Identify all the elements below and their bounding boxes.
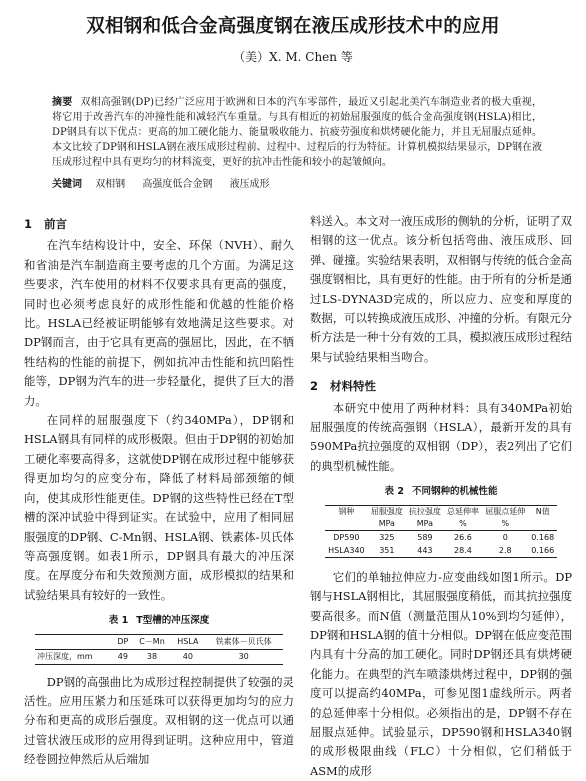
table-title: 不同钢种的机械性能 — [411, 486, 498, 498]
left-column — [24, 212, 294, 770]
keyword: 液压成形 — [229, 179, 270, 190]
body-paragraph: DP钢的高强曲比为成形过程控制提供了较强的灵活性。应用压紧力和压延珠可以获得更加均匀的应力分布和更高的成形后强度。双相钢的这一优点可以通过管状液压成形的应用得到证明。这种应用中，管道经卷圆拉伸然后从后端加 — [24, 674, 294, 767]
section-number: 2 — [310, 379, 319, 394]
section-number: 1 — [24, 217, 33, 231]
table-cell: 49 — [117, 651, 128, 661]
table-cell: 30 — [238, 651, 249, 661]
table-unit-cell: % — [444, 518, 482, 531]
data-table — [35, 634, 283, 665]
table-number: 表 1 — [108, 615, 129, 627]
table-cell: 0.168 — [531, 532, 555, 542]
table-unit-cell: MPa — [406, 518, 444, 531]
table-cell: 2.8 — [498, 545, 512, 555]
table-header-cell: 总延伸率 — [446, 506, 479, 516]
table-cell: 325 — [379, 532, 395, 542]
table-header-cell: HSLA — [171, 634, 204, 649]
table-header-cell: 抗拉强度 — [408, 506, 441, 516]
table-cell: 443 — [417, 545, 433, 555]
table-cell: DP590 — [333, 532, 360, 542]
section-heading — [24, 215, 294, 234]
table-unit-cell — [325, 518, 368, 531]
keyword: 高强度低合金钢 — [142, 179, 213, 190]
table-header-cell: 钢种 — [338, 506, 355, 516]
body-paragraph: 它们的单轴拉伸应力-应变曲线如图1所示。DP钢与HSLA钢相比，其屈服强度稍低，而其抗拉强度要高很多。而N值（测量范围从10%到均匀延伸），DP钢和HSLA钢的值十分相似。DP钢在低应变范围内具有十分高的加工硬化。同时DP钢还具有烘烤硬化能力。在典型的汽车喷漆烘烤过程中，DP钢的强度可以提高约40MPa，可参见图1虚线所示。两者的总延伸率十分相似。必须指出的是，DP钢不存在屈服点延伸。试验显示，DP590钢和HSLA340钢的成形极限曲线（FLC）十分相似，它们稍低于ASM的成形 — [310, 569, 572, 778]
table-header-cell: 铁素体－贝氏体 — [204, 634, 283, 649]
table-header-cell: N值 — [535, 506, 550, 516]
table-cell: 26.6 — [454, 532, 472, 542]
data-table — [325, 505, 557, 558]
paper-title: 双相钢和低合金高强度钢在液压成形技术中的应用 — [86, 16, 500, 37]
table-header-cell: 屈服点延伸 — [485, 506, 526, 516]
author-line: （美）X. M. Chen 等 — [233, 50, 353, 64]
table-header-cell: DP — [113, 634, 133, 649]
abstract-text: 双相高强钢(DP)已经广泛应用于欧洲和日本的汽车零部件，最近又引起北美汽车制造业者的极大重视，将它用于改善汽车的冲撞性能和减轻汽车重量。与具有相近的初始屈服强度的低合金高强度钢(HSLA)相比，DP钢具有以下优点：更高的加工硬化能力、能量吸收能力、抗疲劳强度和烘烤硬化能力，并且无屈服点延伸。本文比较了DP钢和HSLA钢在液压成形过程前、过程中、过程后的行为特征。计算机模拟结果显示，DP钢在液压成形过程中具有更均匀的材料流变，更好的抗冲击性能和较小的起皱倾向。 — [52, 97, 542, 168]
table-header-cell: C－Mn — [133, 634, 172, 649]
table-caption — [24, 611, 294, 630]
table-title: T型槽的冲压深度 — [136, 615, 210, 627]
section-title: 材料特性 — [330, 379, 377, 394]
table-row — [325, 544, 557, 558]
table-row-label: 冲压深度，mm — [37, 651, 93, 661]
table-cell: 0 — [502, 532, 508, 542]
right-column — [310, 212, 572, 781]
table-cell: 589 — [417, 532, 433, 542]
table-cell: 28.4 — [454, 545, 472, 555]
table-cell: HSLA340 — [328, 545, 365, 555]
table-number: 表 2 — [384, 486, 404, 498]
keywords-label: 关键词 — [52, 179, 82, 190]
table-cell: 351 — [379, 545, 395, 555]
table-unit-cell: MPa — [368, 518, 406, 531]
table-caption — [310, 482, 572, 501]
table-header-cell — [35, 634, 113, 649]
keyword: 双相钢 — [95, 179, 126, 190]
section-heading — [310, 377, 572, 396]
table-cell: 40 — [182, 651, 193, 661]
table-unit-cell — [529, 518, 558, 531]
table-row — [325, 530, 557, 544]
body-paragraph: 本研究中使用了两种材料：具有340MPa初始屈服强度的传统高强钢（HSLA），最新开发的具有590MPa抗拉强度的双相钢（DP），表2列出了它们的典型机械性能。 — [310, 400, 572, 473]
table-unit-cell: % — [482, 518, 529, 531]
body-paragraph: 在汽车结构设计中，安全、环保（NVH）、耐久和省油是汽车制造商主要考虑的几个方面。为满足这些要求，汽车使用的材料不仅要求具有更高的强度，同时也必须考虑良好的成形性能和优越的性能价格比。HSLA已经被证明能够有效地满足这些要求。对DP钢而言，由于它具有更高的强屈比，因此，在不牺牲结构的性能的前提下，例如抗冲击性能和抗凹陷性能等，DP钢为汽车的进一步轻量化，提供了巨大的潜力。 — [24, 238, 294, 408]
table-header-cell: 屈服强度 — [370, 506, 403, 516]
abstract-label: 摘要 — [52, 97, 73, 108]
body-paragraph: 在同样的屈服强度下（约340MPa），DP钢和HSLA钢具有同样的成形极限。但由于DP钢的初始加工硬化率要高得多，这就使DP钢在成形过程中能够获得更加均匀的应变分布，降低了材料局部颈缩的倾向，使其成形性能更佳。DP钢的这些特性已经在T型槽的深冲试验中得到证实。在试验中，应用了相同屈服强度的DP钢、C-Mn钢、HSLA钢、铁素体-贝氏体等高强度钢。如表1所示，DP钢具有最大的冲压深度。在厚度分布和失效预测方面，成形模拟的结果和试验结果具有较好的一致性。 — [24, 413, 294, 602]
keywords — [52, 177, 542, 192]
table-cell: 38 — [146, 651, 158, 661]
abstract — [52, 95, 542, 170]
body-paragraph: 料送入。本文对一液压成形的侧轨的分析，证明了双相钢的这一优点。该分析包括弯曲、液压成形、回弹、碰撞。实验结果表明，双相钢与传统的低合金高强度钢相比，具有更好的性能。由于所有的分析是通过LS-DYNA3D完成的，所以应力、应变和厚度的数据，可以转换成液压成形、冲撞的分析。有限元分析方法是一种十分有效的工具，模拟液压成形过程结果与试验结果相当吻合。 — [310, 214, 572, 364]
table-row — [35, 649, 283, 664]
section-title: 前言 — [44, 217, 68, 231]
table-cell: 0.166 — [531, 545, 555, 555]
